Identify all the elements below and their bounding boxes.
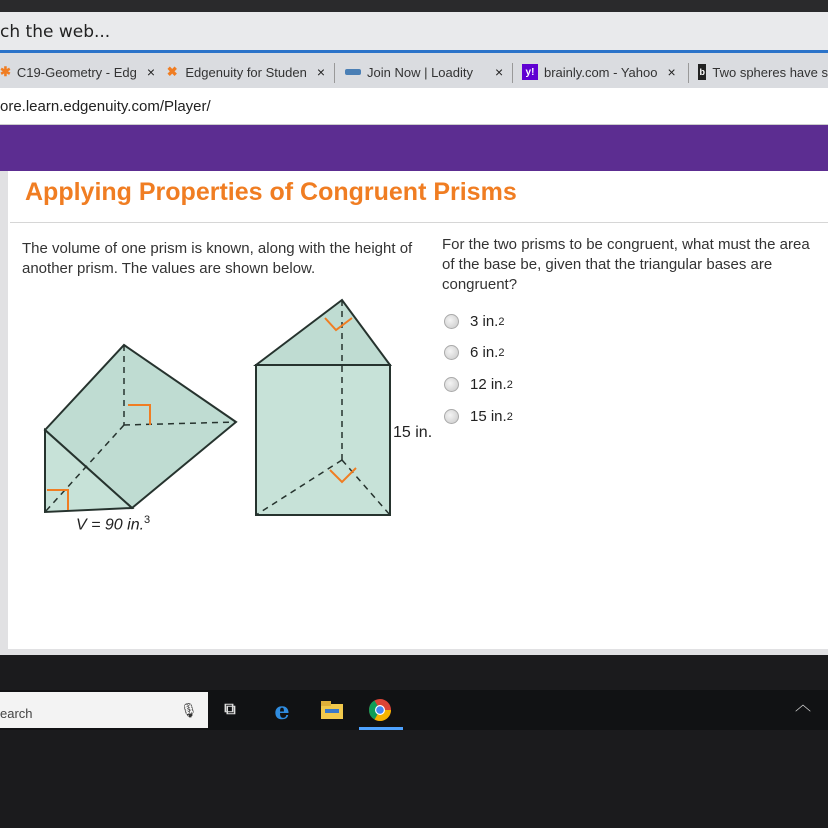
radio-button[interactable]	[444, 314, 459, 329]
question-line: of the base be, given that the triangular bases are	[442, 256, 773, 273]
question-line: congruent?	[442, 276, 518, 293]
close-icon[interactable]: ×	[146, 64, 156, 80]
tab-label: brainly.com - Yahoo	[544, 64, 658, 80]
close-icon[interactable]: ×	[667, 64, 676, 80]
question-line: For the two prisms to be congruent, what must the area	[442, 236, 810, 253]
radio-button[interactable]	[444, 377, 459, 392]
edge-icon[interactable]: e	[274, 695, 290, 725]
prompt-text: The volume of one prism is known, along with the height of another prism. The values are shown below.	[22, 240, 413, 277]
page-title: Applying Properties of Congruent Prisms	[25, 178, 517, 206]
tab-label: Two spheres have s	[712, 64, 828, 80]
task-view-icon[interactable]: ⧉	[224, 701, 236, 718]
option-label: 3 in.	[470, 313, 499, 330]
radio-button[interactable]	[444, 345, 459, 360]
brainly-icon: b	[698, 64, 706, 80]
window-title: ch the web...	[0, 22, 111, 42]
close-icon[interactable]: ×	[316, 64, 325, 80]
answer-option-15[interactable]: 15 in. 2	[444, 408, 513, 425]
edgenuity-icon: ✱	[0, 64, 11, 79]
url-text[interactable]: ore.learn.edgenuity.com/Player/	[0, 98, 211, 115]
close-icon[interactable]: ×	[495, 64, 504, 80]
radio-button[interactable]	[444, 409, 459, 424]
taskbar-search[interactable]	[0, 692, 208, 728]
chevron-up-icon[interactable]: ︿	[795, 697, 812, 714]
option-label: 12 in.	[470, 376, 507, 393]
answer-option-12[interactable]: 12 in. 2	[444, 376, 513, 393]
active-app-indicator	[359, 727, 403, 730]
answer-option-3[interactable]: 3 in. 2	[444, 313, 504, 330]
file-explorer-icon[interactable]	[318, 696, 346, 724]
microphone-icon[interactable]: 🎙	[180, 702, 198, 718]
answer-option-6[interactable]: 6 in. 2	[444, 344, 504, 361]
tab-label: Edgenuity for Studen	[185, 64, 307, 80]
edgenuity-icon: ✖	[166, 64, 178, 79]
volume-label: V = 90 in.$^3$	[76, 514, 151, 534]
option-label: 6 in.	[470, 344, 499, 361]
tab-label: Join Now | Loadity	[367, 64, 473, 80]
right-prism-front-face	[256, 365, 390, 515]
tab-label: C19-Geometry - Edg	[16, 64, 137, 80]
right-prism-top-face	[256, 300, 390, 365]
chrome-icon[interactable]	[366, 696, 394, 724]
search-text[interactable]: earch	[0, 706, 33, 721]
option-label: 15 in.	[470, 408, 507, 425]
height-label: 15 in.	[393, 424, 433, 441]
yahoo-icon: y!	[522, 64, 538, 80]
